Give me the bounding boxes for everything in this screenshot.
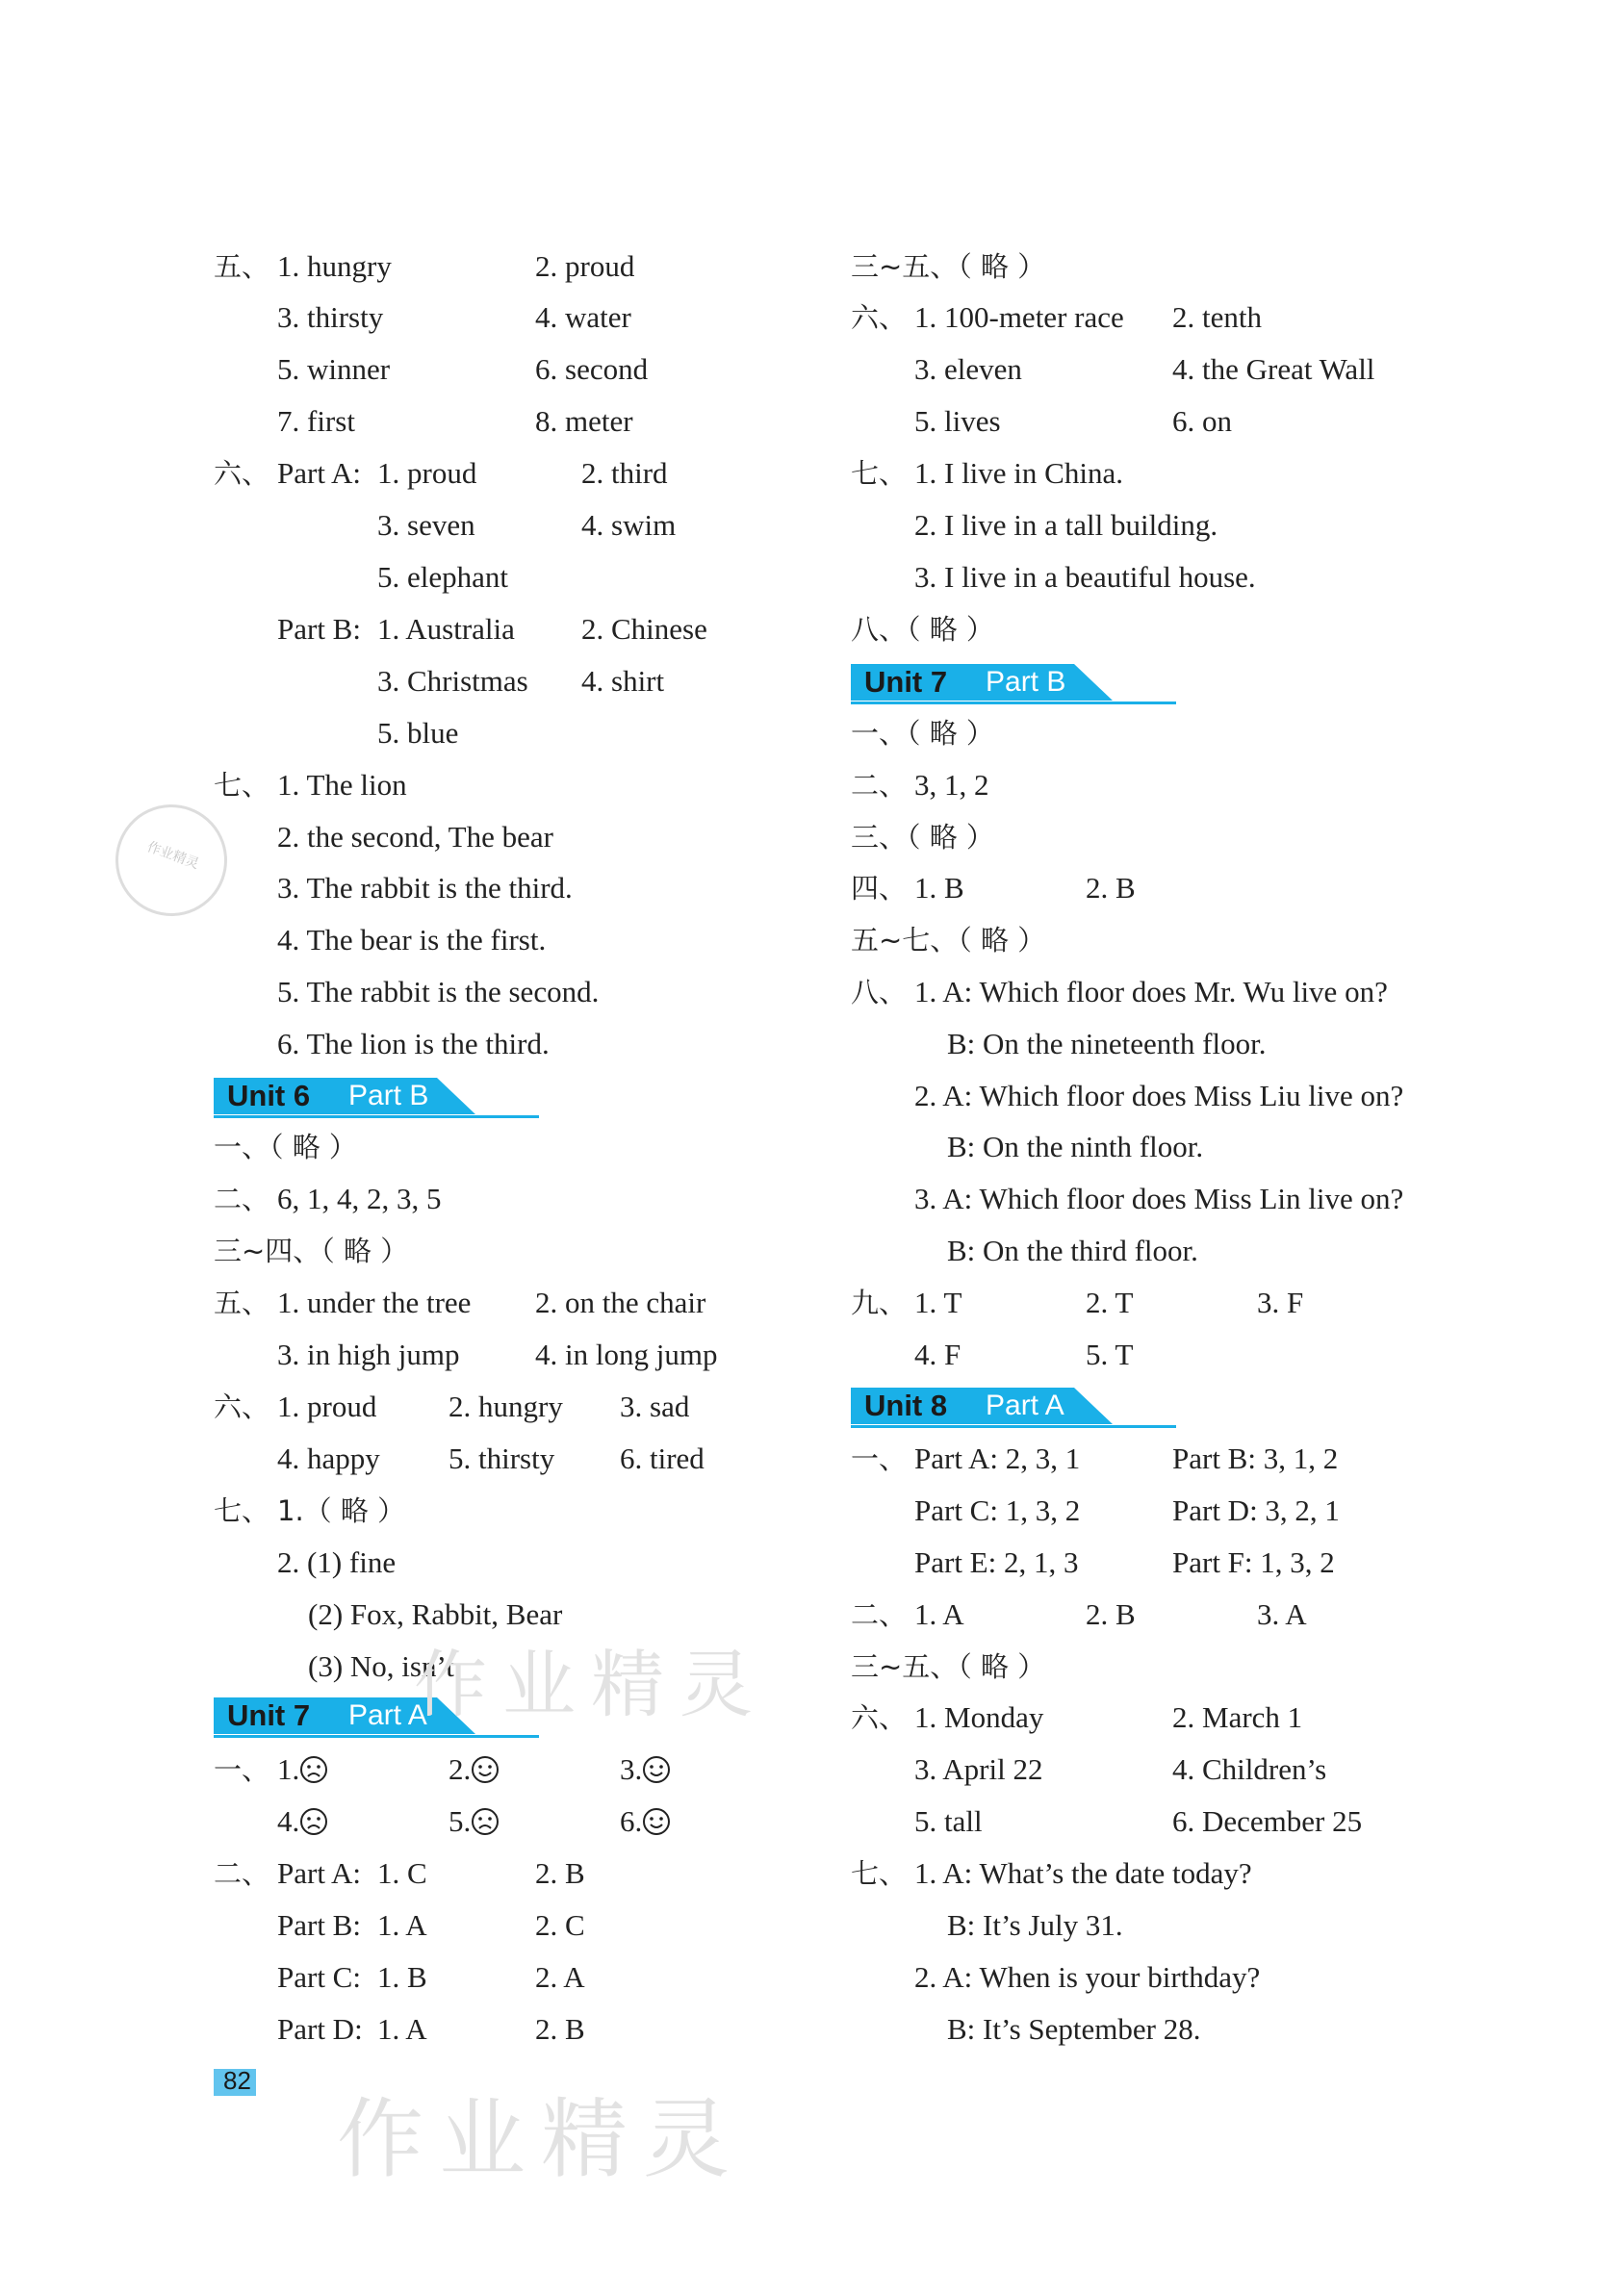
answer: 2. B xyxy=(535,1856,585,1890)
section-8: 八、（ 略 ） xyxy=(851,613,994,646)
unit-label: Unit 7 xyxy=(864,665,948,699)
part-label: Part B: xyxy=(277,1908,361,1942)
answer: 4. water xyxy=(535,300,631,334)
answer: 1. Monday xyxy=(914,1700,1044,1734)
answer: 1. A xyxy=(377,1908,427,1942)
section-label-1: 一、 xyxy=(214,1753,270,1786)
answer: 1. The lion xyxy=(277,768,407,802)
section-label-2: 二、 xyxy=(214,1183,270,1215)
section-label-1: 一、 xyxy=(851,1442,908,1475)
answer: 6. on xyxy=(1172,404,1232,438)
section-1: 一、（ 略 ） xyxy=(214,1131,357,1163)
part-label: Part C: xyxy=(277,1960,361,1994)
answer: 3. F xyxy=(1257,1286,1304,1319)
answer: 2. hungry xyxy=(449,1390,563,1423)
answer: B: On the third floor. xyxy=(947,1234,1198,1267)
answer: 6. second xyxy=(535,352,649,386)
watermark-stamp: 作业精灵 xyxy=(100,789,244,932)
happy-face-icon xyxy=(471,1755,500,1784)
section-label-5: 五、 xyxy=(214,250,270,283)
face-answer-2 xyxy=(449,1751,500,1788)
answer: B: It’s July 31. xyxy=(947,1908,1123,1942)
answer: 1. B xyxy=(914,871,964,905)
part-label: Part B xyxy=(986,666,1066,698)
section-label-6: 六、 xyxy=(851,1701,908,1734)
answer: 4. happy xyxy=(277,1441,380,1475)
face-answer-4 xyxy=(277,1803,328,1840)
watermark-text: 作业精灵 xyxy=(337,2089,745,2190)
answer: 2. B xyxy=(1086,871,1136,905)
answer: 4. swim xyxy=(581,508,677,542)
answer: Part E: 2, 1, 3 xyxy=(914,1545,1079,1579)
answer: 5. tall xyxy=(914,1804,983,1838)
section-label-7: 七、 xyxy=(214,1494,270,1527)
section-3-5: 三~五、（ 略 ） xyxy=(851,1650,1046,1683)
answer: 7. first xyxy=(277,404,355,438)
answer: 1. T xyxy=(914,1286,962,1319)
answer: 1. proud xyxy=(277,1390,377,1423)
answer: 3. sad xyxy=(620,1390,690,1423)
unit-6-part-b-header xyxy=(214,1078,539,1118)
answer: 1. Australia xyxy=(377,612,515,646)
part-label: Part A: xyxy=(277,456,361,490)
answer: 4. F xyxy=(914,1338,961,1371)
face-answer-6 xyxy=(620,1803,671,1840)
answer: Part C: 1, 3, 2 xyxy=(914,1493,1081,1527)
sad-face-icon xyxy=(299,1807,328,1836)
face-answer-3 xyxy=(620,1751,671,1788)
answer: (3) No, isn’t xyxy=(308,1649,454,1683)
answer: (2) Fox, Rabbit, Bear xyxy=(308,1597,563,1631)
page-number: 82 xyxy=(223,2066,251,2095)
answer: 2. proud xyxy=(535,249,635,283)
answer: 2. B xyxy=(1086,1597,1136,1631)
face-answer-1 xyxy=(277,1751,328,1788)
section-label-7: 七、 xyxy=(214,769,270,802)
answer: 3. eleven xyxy=(914,352,1022,386)
section-label-7: 七、 xyxy=(851,1857,908,1890)
section-label-6: 六、 xyxy=(851,301,908,334)
answer: Part D: 3, 2, 1 xyxy=(1172,1493,1340,1527)
answer: 2. tenth xyxy=(1172,300,1262,334)
answer: Part B: 3, 1, 2 xyxy=(1172,1441,1339,1475)
answer: 2. T xyxy=(1086,1286,1134,1319)
section-label-2: 二、 xyxy=(851,769,908,802)
section-3: 三、（ 略 ） xyxy=(851,821,994,854)
part-label: Part A: xyxy=(277,1856,361,1890)
answer-number: 4. xyxy=(277,1804,300,1838)
answer: 1. A: What’s the date today? xyxy=(914,1856,1252,1890)
answer: 1.（ 略 ） xyxy=(277,1494,406,1527)
answer: 2. (1) fine xyxy=(277,1545,397,1579)
happy-face-icon xyxy=(642,1755,671,1784)
answer-number: 2. xyxy=(449,1752,472,1786)
section-label-2: 二、 xyxy=(851,1598,908,1631)
part-label: Part A xyxy=(348,1699,427,1731)
section-label-2: 二、 xyxy=(214,1857,270,1890)
answer: 1. B xyxy=(377,1960,427,1994)
answer: 4. The bear is the first. xyxy=(277,923,547,957)
answer: 3. thirsty xyxy=(277,300,384,334)
answer: 2. C xyxy=(535,1908,585,1942)
watermark-text: 作业精灵 xyxy=(414,1642,768,1727)
answer: 5. blue xyxy=(377,716,459,750)
answer: Part F: 1, 3, 2 xyxy=(1172,1545,1335,1579)
unit-8-part-a-header xyxy=(851,1388,1176,1428)
answer: 2. third xyxy=(581,456,668,490)
answer: 1. under the tree xyxy=(277,1286,472,1319)
answer: 3. A xyxy=(1257,1597,1307,1631)
answer: 2. A xyxy=(535,1960,585,1994)
part-label: Part B xyxy=(348,1080,429,1111)
sad-face-icon xyxy=(471,1807,500,1836)
answer: 5. thirsty xyxy=(449,1441,555,1475)
section-label-6: 六、 xyxy=(214,457,270,490)
answer-number: 5. xyxy=(449,1804,472,1838)
answer: 3. The rabbit is the third. xyxy=(277,871,573,905)
unit-7-part-b-header xyxy=(851,664,1176,704)
answer: 1. proud xyxy=(377,456,477,490)
answer: 5. The rabbit is the second. xyxy=(277,975,600,1008)
answer-number: 1. xyxy=(277,1752,300,1786)
answer: 4. shirt xyxy=(581,664,665,698)
answer: 3. I live in a beautiful house. xyxy=(914,560,1256,594)
answer: 2. A: When is your birthday? xyxy=(914,1960,1261,1994)
answer: B: On the ninth floor. xyxy=(947,1130,1204,1163)
answer: 3. April 22 xyxy=(914,1752,1043,1786)
answer: 1. C xyxy=(377,1856,427,1890)
section-label-4: 四、 xyxy=(851,872,908,905)
section-5-7: 五~七、（ 略 ） xyxy=(851,924,1046,957)
section-label-9: 九、 xyxy=(851,1287,908,1319)
answer: 2. on the chair xyxy=(535,1286,706,1319)
answer: 1. A xyxy=(377,2012,427,2046)
happy-face-icon xyxy=(642,1807,671,1836)
answer-number: 3. xyxy=(620,1752,643,1786)
answer: 3. Christmas xyxy=(377,664,528,698)
answer: 5. winner xyxy=(277,352,391,386)
answer: 3. seven xyxy=(377,508,475,542)
unit-label: Unit 7 xyxy=(227,1698,311,1732)
answer: 1. 100-meter race xyxy=(914,300,1124,334)
answer: B: On the nineteenth floor. xyxy=(947,1027,1267,1060)
answer: 1. I live in China. xyxy=(914,456,1123,490)
answer: B: It’s September 28. xyxy=(947,2012,1201,2046)
answer: 3. in high jump xyxy=(277,1338,460,1371)
answer: 5. elephant xyxy=(377,560,509,594)
unit-label: Unit 8 xyxy=(864,1389,948,1422)
sad-face-icon xyxy=(299,1755,328,1784)
section-label-6: 六、 xyxy=(214,1390,270,1423)
answer: 2. the second, The bear xyxy=(277,820,553,854)
section-3-5: 三~五、（ 略 ） xyxy=(851,250,1046,283)
answer: 4. the Great Wall xyxy=(1172,352,1375,386)
answer: 2. B xyxy=(535,2012,585,2046)
answer: 4. Children’s xyxy=(1172,1752,1327,1786)
answer: 2. I live in a tall building. xyxy=(914,508,1218,542)
answer: 3. A: Which floor does Miss Lin live on? xyxy=(914,1182,1404,1215)
part-label: Part B: xyxy=(277,612,361,646)
part-label: Part D: xyxy=(277,2012,363,2046)
answer: 6, 1, 4, 2, 3, 5 xyxy=(277,1182,442,1215)
unit-label: Unit 6 xyxy=(227,1079,311,1112)
answer: 2. Chinese xyxy=(581,612,707,646)
section-label-8: 八、 xyxy=(851,976,908,1008)
answer-number: 6. xyxy=(620,1804,643,1838)
answer: 8. meter xyxy=(535,404,633,438)
answer: 5. lives xyxy=(914,404,1001,438)
answer: 2. A: Which floor does Miss Liu live on? xyxy=(914,1079,1404,1112)
answer: 1. hungry xyxy=(277,249,392,283)
section-label-7: 七、 xyxy=(851,457,908,490)
section-label-5: 五、 xyxy=(214,1287,270,1319)
section-1: 一、（ 略 ） xyxy=(851,717,994,750)
answer: 6. The lion is the third. xyxy=(277,1027,550,1060)
answer: 6. December 25 xyxy=(1172,1804,1363,1838)
section-3-4: 三~四、（ 略 ） xyxy=(214,1235,409,1267)
answer: 4. in long jump xyxy=(535,1338,718,1371)
face-answer-5 xyxy=(449,1803,500,1840)
answer: 2. March 1 xyxy=(1172,1700,1303,1734)
answer: 6. tired xyxy=(620,1441,705,1475)
answer: 5. T xyxy=(1086,1338,1134,1371)
answer: Part A: 2, 3, 1 xyxy=(914,1441,1081,1475)
part-label: Part A xyxy=(986,1390,1064,1421)
answer: 1. A: Which floor does Mr. Wu live on? xyxy=(914,975,1388,1008)
answer: 1. A xyxy=(914,1597,964,1631)
answer: 3, 1, 2 xyxy=(914,768,989,802)
